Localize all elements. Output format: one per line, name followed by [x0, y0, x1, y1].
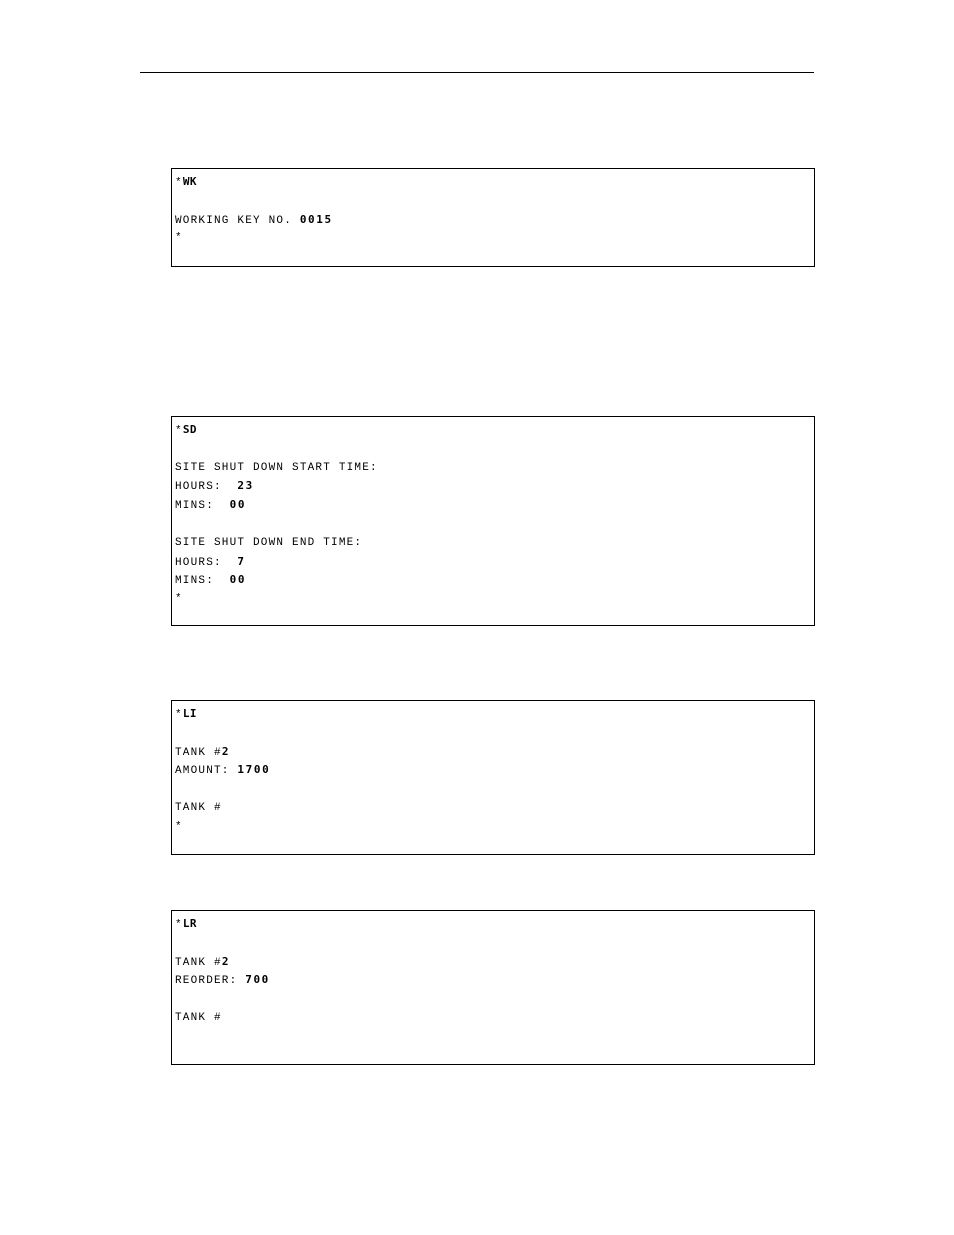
end-marker: * — [175, 593, 183, 606]
level-reorder-terminal-box — [171, 910, 815, 1065]
site-shutdown-terminal-box — [171, 416, 815, 626]
tank-prompt: TANK # — [175, 801, 222, 814]
command-prefix: * — [175, 709, 183, 721]
start-mins-line — [175, 496, 811, 515]
start-mins-value: 00 — [229, 498, 247, 512]
start-hours-label: HOURS: — [175, 481, 238, 494]
amount-value: 1700 — [237, 763, 271, 777]
command-line — [175, 173, 811, 192]
amount-label: AMOUNT: — [175, 765, 238, 778]
command-prefix: * — [175, 425, 183, 437]
tank-line — [175, 743, 811, 762]
blank-line — [175, 780, 811, 799]
end-mins-value: 00 — [229, 573, 247, 587]
end-hours-label: HOURS: — [175, 556, 238, 569]
reorder-label: REORDER: — [175, 975, 246, 988]
command-code: LR — [182, 917, 198, 930]
blank-line — [175, 515, 811, 534]
end-mins-label: MINS: — [175, 575, 230, 588]
level-input-terminal-box — [171, 700, 815, 855]
end-mins-line — [175, 571, 811, 590]
command-prefix: * — [175, 919, 183, 931]
start-hours-line — [175, 477, 811, 496]
blank-line — [175, 934, 811, 953]
tank-prompt: TANK # — [175, 1011, 222, 1024]
end-hours-value: 7 — [237, 554, 246, 568]
tank-label: TANK # — [175, 956, 222, 969]
blank-line — [175, 724, 811, 743]
command-line — [175, 421, 811, 440]
header-rule — [140, 72, 814, 73]
working-key-label: WORKING KEY NO. — [175, 214, 300, 227]
command-line — [175, 705, 811, 724]
tank-value: 2 — [221, 744, 231, 758]
end-marker: * — [175, 820, 183, 833]
tank-line — [175, 953, 811, 972]
command-prefix: * — [175, 177, 183, 189]
command-code: WK — [182, 175, 198, 188]
reorder-line — [175, 971, 811, 990]
start-time-heading: SITE SHUT DOWN START TIME: — [175, 461, 378, 474]
command-code: SD — [182, 423, 198, 436]
command-code: LI — [182, 707, 198, 720]
start-hours-value: 23 — [237, 479, 254, 493]
blank-line — [175, 192, 811, 211]
reorder-value: 700 — [245, 973, 270, 987]
start-mins-label: MINS: — [175, 500, 230, 513]
blank-line — [175, 440, 811, 459]
working-key-value: 0015 — [299, 212, 333, 226]
end-hours-line — [175, 553, 811, 572]
end-marker: * — [175, 232, 183, 245]
working-key-terminal-box — [171, 168, 815, 267]
blank-line — [175, 990, 811, 1009]
command-line — [175, 915, 811, 934]
working-key-line — [175, 211, 811, 230]
tank-value: 2 — [221, 954, 231, 968]
end-time-heading: SITE SHUT DOWN END TIME: — [175, 536, 363, 549]
tank-label: TANK # — [175, 746, 222, 759]
amount-line — [175, 761, 811, 780]
